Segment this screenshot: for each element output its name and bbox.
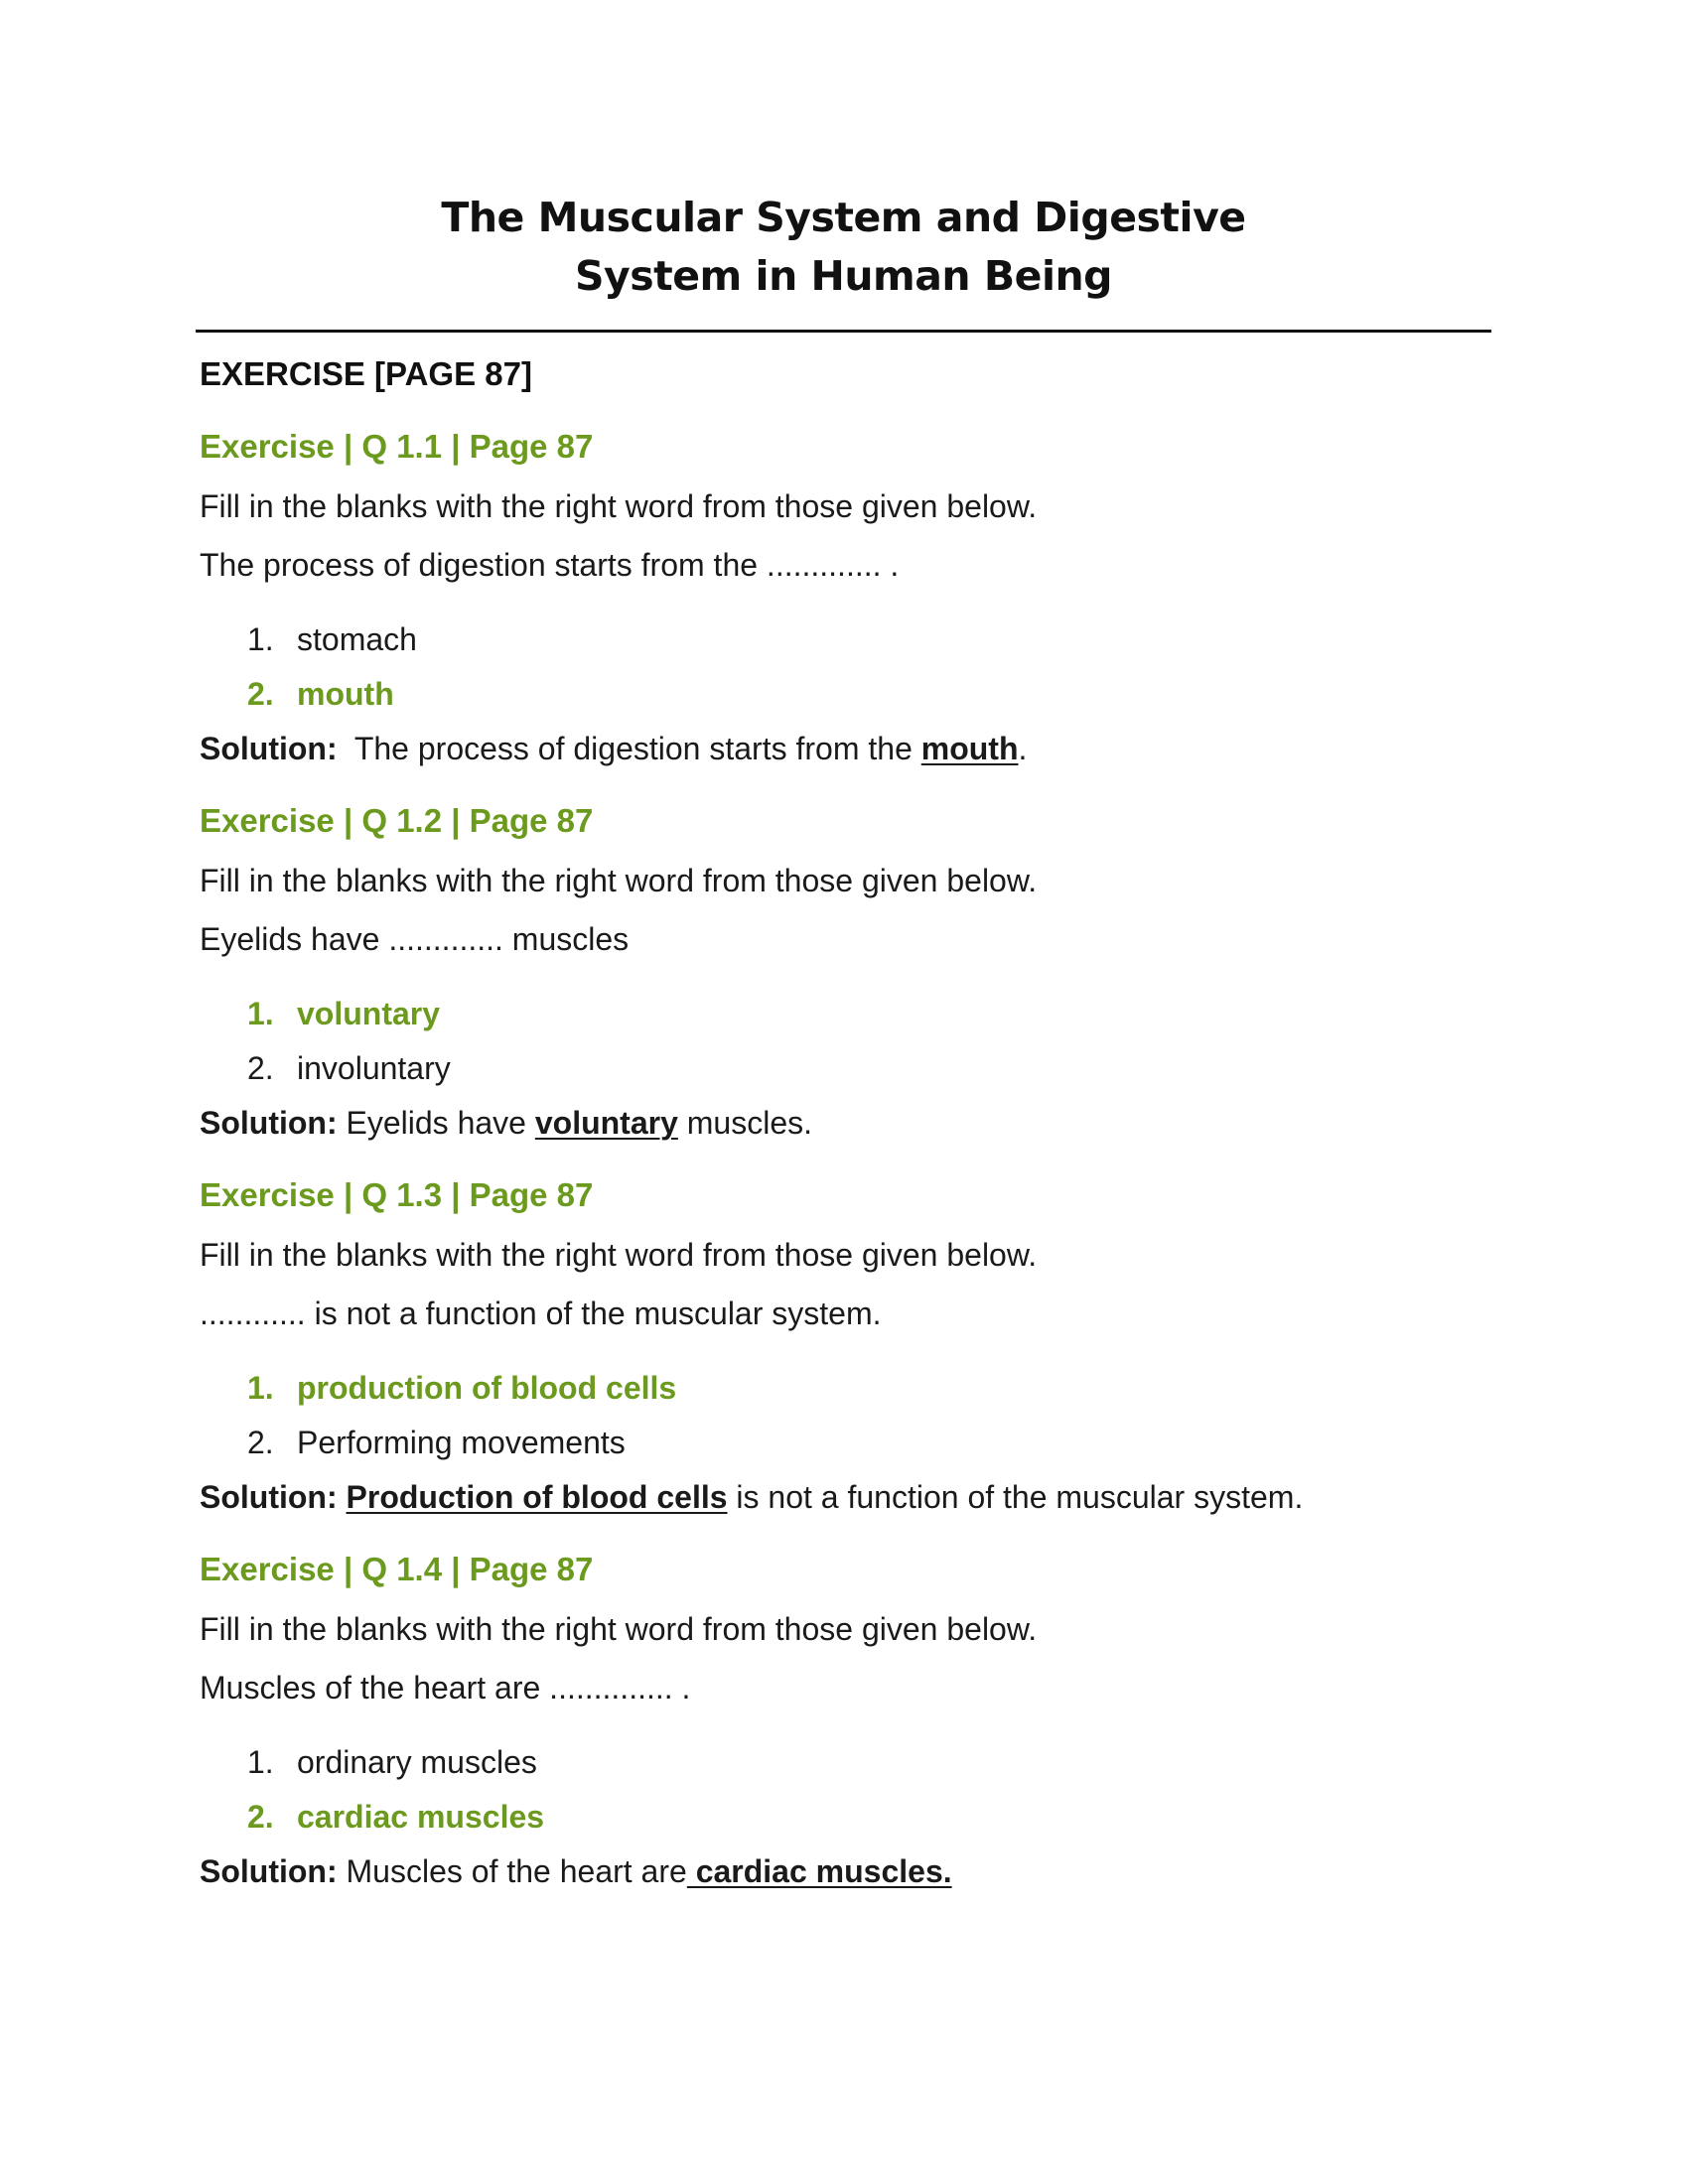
solution-answer: Production of blood cells (346, 1479, 728, 1515)
solution: Solution: Muscles of the heart are cardiac muscles. (200, 1853, 952, 1889)
solution: Solution: Eyelids have voluntary muscles. (200, 1105, 813, 1141)
page-title (196, 189, 1491, 306)
question-prompt: Muscles of the heart are .............. . (200, 1670, 691, 1706)
option-1: 1. stomach (247, 621, 417, 657)
solution-label: Solution: (200, 1105, 338, 1141)
question-1-2 (196, 801, 1491, 1143)
solution-label: Solution: (200, 731, 338, 766)
solution: Solution: Production of blood cells is not a function of the muscular system. (200, 1479, 1304, 1515)
question-1-1 (196, 427, 1491, 768)
solution: Solution: The process of digestion starts from the mouth. (200, 731, 1028, 766)
page-title-line2: System in Human Being (574, 252, 1113, 300)
option-1: 1. ordinary muscles (247, 1744, 537, 1780)
question-prompt: The process of digestion starts from the ............. . (200, 547, 900, 583)
options-list (196, 619, 1491, 714)
question-1-3 (196, 1175, 1491, 1517)
solution-answer: voluntary (534, 1105, 678, 1141)
question-heading: Exercise | Q 1.3 | Page 87 (200, 1176, 594, 1213)
option-2: 2. Performing movements (247, 1425, 626, 1460)
solution-label: Solution: (200, 1479, 338, 1515)
solution-label: Solution: (200, 1853, 338, 1889)
option-1-correct: 1. production of blood cells (247, 1370, 677, 1406)
question-instruction: Fill in the blanks with the right word from those given below. (200, 863, 1038, 898)
question-instruction: Fill in the blanks with the right word from those given below. (200, 1611, 1038, 1647)
question-heading: Exercise | Q 1.1 | Page 87 (200, 428, 594, 465)
document-page (196, 189, 1491, 1891)
section-heading: EXERCISE [PAGE 87] (200, 355, 532, 392)
option-2: 2. involuntary (247, 1050, 451, 1086)
solution-answer: cardiac muscles. (686, 1853, 952, 1889)
title-divider (196, 330, 1491, 333)
option-2-correct: 2. cardiac muscles (247, 1799, 545, 1835)
question-prompt: ............ is not a function of the muscular system. (200, 1296, 882, 1331)
page-title-line1: The Muscular System and Digestive (441, 194, 1246, 241)
options-list (196, 1742, 1491, 1837)
options-list (196, 994, 1491, 1088)
question-heading: Exercise | Q 1.2 | Page 87 (200, 802, 594, 839)
option-1-correct: 1. voluntary (247, 996, 441, 1031)
option-2-correct: 2. mouth (247, 676, 394, 712)
options-list (196, 1368, 1491, 1462)
question-prompt: Eyelids have ............. muscles (200, 921, 630, 957)
question-instruction: Fill in the blanks with the right word from those given below. (200, 1237, 1038, 1273)
question-1-4 (196, 1550, 1491, 1891)
question-heading: Exercise | Q 1.4 | Page 87 (200, 1551, 594, 1587)
question-instruction: Fill in the blanks with the right word from those given below. (200, 488, 1038, 524)
solution-answer: mouth (920, 731, 1019, 766)
